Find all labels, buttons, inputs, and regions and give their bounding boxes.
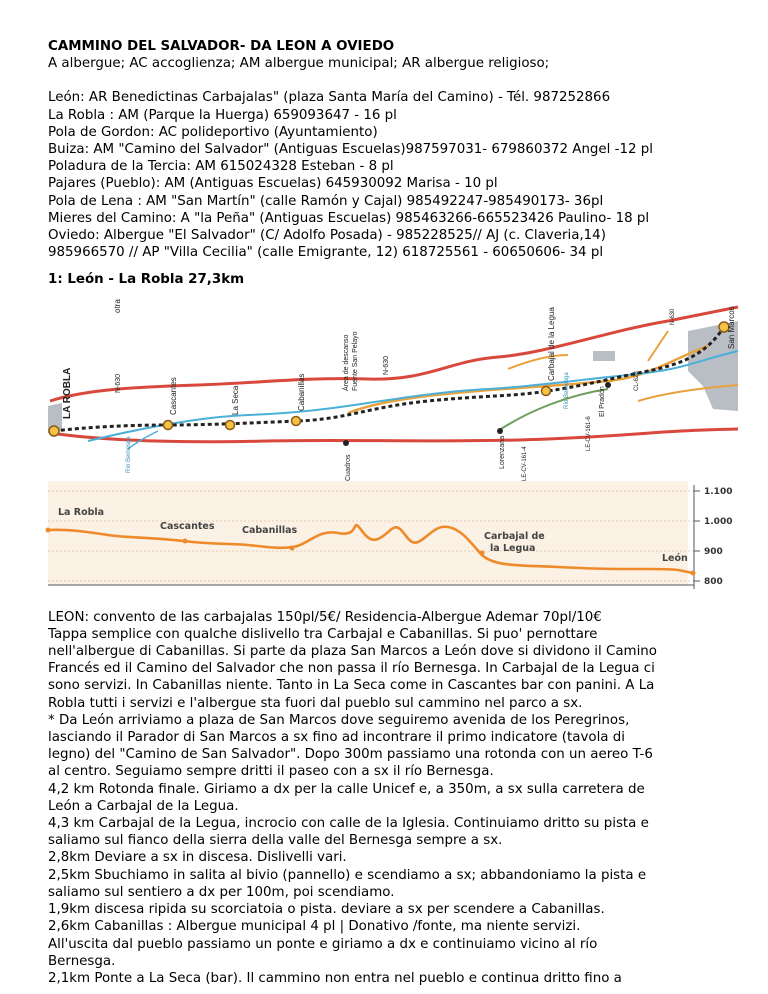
albergue-item: Pola de Lena : AM "San Martín" (calle Ramón y Cajal) 985492247-985490173- 36pl bbox=[48, 193, 604, 209]
profile-tick-900: 900 bbox=[704, 546, 723, 557]
body-line: 4,3 km Carbajal de la Legua, incrocio con calle de la Iglesia. Continuiamo dritto su pista e bbox=[48, 816, 649, 832]
body-line: * Da León arriviamo a plaza de San Marcos dove seguiremo avenida de los Peregrinos, bbox=[48, 712, 630, 728]
body-line: Robla tutti i servizi e l'albergue sta fuori dal pueblo sul cammino nel parco a sx. bbox=[48, 695, 583, 711]
map-label-la-seca: La Seca bbox=[231, 385, 240, 415]
body-line: 2,5km Sbuchiamo in salita al bivio (pannello) e scendiamo a sx; abbandoniamo la pista e bbox=[48, 867, 647, 883]
map-label-fuente: Fuente San Pelayo bbox=[352, 331, 359, 391]
village-dot-lorenzana bbox=[497, 428, 503, 434]
map-label-n630: N-630 bbox=[115, 373, 122, 393]
map-label-cuadros: Cuadros bbox=[345, 454, 352, 481]
body-line: Francés ed il Camino del Salvador che non passa il río Bernesga. In Carbajal de la Legua ci bbox=[48, 661, 655, 677]
profile-label-cascantes: Cascantes bbox=[160, 520, 215, 532]
map-label-el-pradon: El Pradón bbox=[599, 385, 606, 417]
body-line: León a Carbajal de la Legua. bbox=[48, 798, 239, 814]
profile-tick-1100: 1.100 bbox=[704, 486, 733, 497]
map-label-otra: otra bbox=[113, 298, 122, 313]
body-line: 2,1km Ponte a La Seca (bar). Il cammino non entra nel pueblo e continua dritto fino a bbox=[48, 970, 622, 986]
body-line: nell'albergue di Cabanillas. Si parte da plaza San Marcos a León dove si dividono il Camino bbox=[48, 644, 657, 660]
stage-description bbox=[48, 609, 738, 987]
map-label-lecv-2: LE-CV-161-4 bbox=[522, 445, 528, 481]
stage-figure bbox=[48, 291, 738, 601]
document-title: CAMMINO DEL SALVADOR- DA LEON A OVIEDO bbox=[48, 39, 395, 54]
profile-label-la-robla: La Robla bbox=[58, 506, 105, 518]
body-line: lasciando il Parador di San Marcos a sx fino ad incontrare il primo indicatore (tavola di bbox=[48, 730, 625, 746]
map-label-carbajal: Carbajal de la Legua bbox=[547, 306, 556, 381]
body-line: 2,8km Deviare a sx in discesa. Dislivelli vari. bbox=[48, 850, 347, 866]
albergue-list bbox=[48, 89, 738, 261]
profile-tick-800: 800 bbox=[704, 576, 723, 587]
route-map bbox=[48, 291, 738, 481]
body-line: 2,6km Cabanillas : Albergue municipal 4 pl | Donativo /fonte, ma niente servizi. bbox=[48, 919, 581, 935]
spacer bbox=[48, 72, 738, 89]
village-dot-cuadros bbox=[343, 440, 349, 446]
body-line: Bernesga. bbox=[48, 953, 116, 969]
profile-label-leon: León bbox=[662, 552, 688, 564]
albergue-item: Buiza: AM "Camino del Salvador" (Antiguas Escuelas)987597031- 679860372 Angel -12 pl bbox=[48, 142, 653, 158]
body-line: Tappa semplice con qualche dislivello tra Carbajal e Cabanillas. Si puo' pernottare bbox=[48, 626, 598, 642]
legend-line: A albergue; AC accoglienza; AM albergue municipal; AR albergue religioso; bbox=[48, 56, 550, 72]
albergue-item: Pola de Gordon: AC polideportivo (Ayuntamiento) bbox=[48, 124, 378, 140]
albergue-item: Pajares (Pueblo): AM (Antiguas Escuelas) 645930092 Marisa - 10 pl bbox=[48, 176, 498, 192]
albergue-item: 985966570 // AP "Villa Cecilia" (calle Emigrante, 12) 618725561 - 60650606- 34 pl bbox=[48, 245, 604, 261]
map-label-rio-bernesga-2: Río Bernesga bbox=[564, 371, 570, 409]
profile-label-carbajal-2: la Legua bbox=[490, 542, 536, 554]
albergue-item: Poladura de la Tercia: AM 615024328 Esteban - 8 pl bbox=[48, 159, 394, 175]
waypoint-cascantes bbox=[164, 420, 173, 429]
albergue-item: Mieres del Camino: A "la Peña" (Antiguas Escuelas) 985463266-665523426 Paulino- 18 pl bbox=[48, 210, 650, 226]
body-line: 4,2 km Rotonda finale. Giriamo a dx per la calle Unicef e, a 350m, a sx sulla carretera de bbox=[48, 781, 645, 797]
body-line: saliamo sul sentiero a dx per 100m, poi scendiamo. bbox=[48, 884, 395, 900]
map-label-rio-bernesga: Río Bernesga bbox=[126, 435, 132, 473]
map-label-lecv: LE-CV-161-6 bbox=[586, 415, 592, 451]
map-label-lorenzana: Lorenzana bbox=[499, 435, 506, 469]
waypoint-cabanillas bbox=[292, 416, 301, 425]
profile-label-carbajal-1: Carbajal de bbox=[484, 530, 545, 542]
map-label-san-marcos: San Marcos bbox=[727, 305, 736, 349]
body-line: legno) del "Camino de San Salvador". Dopo 300m passiamo una rotonda con un aereo T-6 bbox=[48, 747, 653, 763]
waypoint-la-robla bbox=[49, 426, 59, 436]
town-area-carbajal bbox=[593, 351, 615, 361]
body-line: sono servizi. In Cabanillas niente. Tanto in La Seca come in Cascantes bar con panini. A La bbox=[48, 678, 655, 694]
map-label-n630-2: N-630 bbox=[383, 355, 390, 375]
profile-tick-1000: 1.000 bbox=[704, 516, 733, 527]
body-line: All'uscita dal pueblo passiamo un ponte e giriamo a dx e continuiamo vicino al río bbox=[48, 936, 598, 952]
albergue-item: León: AR Benedictinas Carbajalas" (plaza Santa María del Camino) - Tél. 987252866 bbox=[48, 90, 611, 106]
profile-label-cabanillas: Cabanillas bbox=[242, 524, 298, 536]
waypoint-la-seca bbox=[226, 420, 235, 429]
albergue-item: Oviedo: Albergue "El Salvador" (C/ Adolfo Posada) - 985228525// AJ (c. Claveria,14) bbox=[48, 228, 606, 244]
map-label-cascantes: Cascantes bbox=[169, 376, 178, 415]
document-page bbox=[48, 38, 738, 987]
waypoint-carbajal bbox=[542, 386, 551, 395]
body-line: LEON: convento de las carbajalas 150pl/5€/ Residencia-Albergue Ademar 70pl/10€ bbox=[48, 609, 602, 625]
stage-title: 1: León - La Robla 27,3km bbox=[48, 272, 245, 288]
body-line: al centro. Seguiamo sempre dritti il paseo con a sx il río Bernesga. bbox=[48, 764, 494, 780]
body-line: saliamo sul fianco della sierra della valle del Bernesga sempre a sx. bbox=[48, 833, 503, 849]
map-label-n630-3: N-630 bbox=[670, 308, 676, 325]
map-label-cabanillas: Cabanillas bbox=[297, 373, 306, 411]
elevation-profile bbox=[48, 481, 738, 593]
map-label-cl623: CL-623 bbox=[634, 370, 640, 391]
map-label-la-robla: LA ROBLA bbox=[62, 367, 73, 419]
albergue-item: La Robla : AM (Parque la Huerga) 659093647 - 16 pl bbox=[48, 107, 397, 123]
body-line: 1,9km discesa ripida su scorciatoia o pista. deviare a sx per scendere a Cabanillas. bbox=[48, 902, 605, 918]
map-label-area: Área de descanso bbox=[343, 334, 350, 391]
